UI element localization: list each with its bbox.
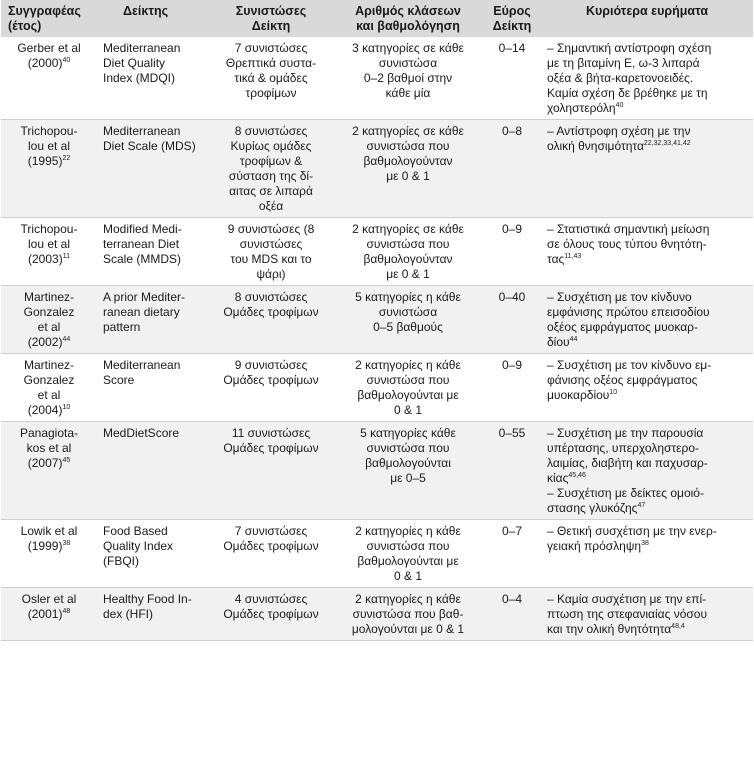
line-text: Καμία σχέση δε βρέθηκε με τη — [547, 86, 708, 100]
line-text: (2001) — [27, 607, 63, 621]
line-text: – Συσχέτιση με τον κίνδυνο εμ- — [547, 358, 712, 372]
line-text: Gerber et al — [17, 41, 81, 55]
line-text: και την ολική θνητότητα — [547, 622, 672, 636]
cell-author — [1, 37, 95, 120]
text-line — [547, 305, 749, 320]
table-row — [1, 588, 753, 641]
text-line — [547, 41, 749, 56]
text-line: pattern — [103, 320, 141, 334]
text-line — [7, 320, 91, 335]
text-line: βαθμολογούνται με — [357, 554, 459, 568]
text-line — [547, 335, 749, 350]
text-line — [547, 124, 749, 139]
line-text: – Συσχέτιση με δείκτες ομοιό- — [547, 486, 704, 500]
text-line: 5 κατηγορίες η κάθε — [355, 290, 461, 304]
text-line — [547, 607, 749, 622]
text-line: dex (HFI) — [103, 607, 154, 621]
text-line — [547, 320, 749, 335]
header-components — [209, 0, 333, 37]
line-text: Trichopou- — [20, 124, 78, 138]
line-text: et al — [37, 320, 61, 334]
reference-superscript: 10 — [609, 389, 618, 396]
line-text: μυοκαρδίου — [547, 388, 610, 402]
text-line: Ομάδες τροφίμων — [223, 373, 319, 387]
cell-classes — [333, 422, 483, 520]
line-text: (2007) — [27, 456, 63, 470]
text-line: με 0 & 1 — [386, 169, 430, 183]
line-text: κίας — [547, 471, 569, 485]
text-line: Scale (MMDS) — [103, 252, 182, 266]
text-line — [547, 524, 749, 539]
text-line: terranean Diet — [103, 237, 180, 251]
cell-author — [1, 588, 95, 641]
text-line: Index (MDQI) — [103, 71, 176, 85]
text-line: Food Based — [103, 524, 168, 538]
cell-classes — [333, 120, 483, 218]
header-author — [1, 0, 95, 37]
text-line: συνιστώσα — [378, 305, 438, 319]
text-line — [7, 124, 91, 139]
text-line: Modified Medi- — [103, 222, 182, 236]
line-text: (2000) — [27, 56, 63, 70]
cell-author — [1, 354, 95, 422]
table-header — [1, 0, 753, 37]
text-line — [547, 139, 749, 154]
header-line: Δείκτης — [123, 4, 169, 18]
line-text: Osler et al — [21, 592, 77, 606]
cell-range: 0–40 — [483, 286, 541, 354]
header-row — [1, 0, 753, 37]
text-line: συνιστώσα που — [366, 373, 450, 387]
finding-item — [547, 290, 749, 350]
reference-superscript: 47 — [637, 502, 646, 509]
cell-author — [1, 520, 95, 588]
cell-components — [209, 354, 333, 422]
text-line: Mediterranean — [103, 41, 181, 55]
text-line: συνιστώσα που — [366, 237, 450, 251]
text-line: βαθμολογούνται — [365, 456, 451, 470]
table-row — [1, 37, 753, 120]
finding-item — [547, 524, 749, 554]
text-line — [547, 101, 749, 116]
text-line — [547, 237, 749, 252]
text-line: 4 συνιστώσες — [234, 592, 308, 606]
line-text: Lowik et al — [20, 524, 78, 538]
cell-index — [95, 422, 209, 520]
text-line — [7, 456, 91, 471]
line-text: εμφάνισης πρώτου επεισοδίου — [547, 305, 710, 319]
text-line: 2 κατηγορίες σε κάθε — [352, 222, 464, 236]
text-line: Ομάδες τροφίμων — [223, 305, 319, 319]
header-index — [95, 0, 209, 37]
text-line — [7, 237, 91, 252]
cell-index — [95, 286, 209, 354]
text-line: συνιστώσα που βαθ- — [352, 607, 464, 621]
header-line: Δείκτη — [492, 19, 532, 33]
cell-components — [209, 588, 333, 641]
table-row — [1, 520, 753, 588]
text-line: με 0–5 — [390, 471, 426, 485]
text-line — [7, 358, 91, 373]
text-line: 2 κατηγορίες σε κάθε — [352, 124, 464, 138]
text-line — [547, 358, 749, 373]
text-line — [7, 41, 91, 56]
text-line: 7 συνιστώσες — [234, 41, 308, 55]
cell-index — [95, 120, 209, 218]
cell-findings — [541, 286, 753, 354]
text-line — [547, 501, 749, 516]
text-line: του MDS και το — [230, 252, 312, 266]
mediterranean-diet-index-table — [1, 0, 753, 641]
text-line: βαθμολογούνται με — [357, 388, 459, 402]
line-text: πτωση της στεφανιαίας νόσου — [547, 607, 708, 621]
finding-item — [547, 592, 749, 637]
cell-classes — [333, 520, 483, 588]
cell-components — [209, 120, 333, 218]
table-row — [1, 354, 753, 422]
reference-superscript: 10 — [62, 404, 71, 411]
text-line: συνιστώσα που — [366, 441, 450, 455]
text-line — [547, 539, 749, 554]
text-line — [547, 252, 749, 267]
text-line — [7, 388, 91, 403]
text-line: συνιστώσα που — [366, 139, 450, 153]
line-text: et al — [37, 388, 61, 402]
text-line: ranean dietary — [103, 305, 180, 319]
text-line — [7, 222, 91, 237]
cell-classes — [333, 286, 483, 354]
cell-range: 0–4 — [483, 588, 541, 641]
reference-superscript: 22,32,33,41,42 — [643, 140, 691, 147]
text-line — [7, 403, 91, 418]
reference-superscript: 45,46 — [568, 472, 586, 479]
cell-index — [95, 520, 209, 588]
text-line: βαθμολογούνταν — [363, 154, 453, 168]
text-line — [547, 441, 749, 456]
text-line — [7, 305, 91, 320]
text-line — [7, 335, 91, 350]
header-line: και βαθμολόγηση — [356, 19, 460, 33]
line-text: φάνισης οξέος εμφράγματος — [547, 373, 698, 387]
text-line — [7, 373, 91, 388]
line-text: οξέα & βήτα-καρετονοειδές. — [547, 71, 694, 85]
cell-range: 0–9 — [483, 354, 541, 422]
text-line — [7, 592, 91, 607]
line-text: (1995) — [27, 154, 63, 168]
text-line — [7, 539, 91, 554]
line-text: Gonzalez — [23, 305, 75, 319]
text-line — [7, 524, 91, 539]
text-line — [547, 373, 749, 388]
line-text: Panagiota- — [19, 426, 79, 440]
text-line: Mediterranean — [103, 358, 181, 372]
line-text: – Αντίστροφη σχέση με την — [547, 124, 691, 138]
text-line: σύσταση της δί- — [228, 169, 314, 183]
line-text: χοληστερόλη — [547, 101, 616, 115]
header-line: Κυριότερα ευρήματα — [585, 4, 709, 18]
line-text: Martinez- — [23, 290, 74, 304]
line-text: – Σημαντική αντίστροφη σχέση — [547, 41, 712, 55]
text-line — [7, 252, 91, 267]
text-line — [547, 456, 749, 471]
text-line: MedDietScore — [103, 426, 180, 440]
cell-range: 0–14 — [483, 37, 541, 120]
cell-index — [95, 37, 209, 120]
text-line: 8 συνιστώσες — [234, 290, 308, 304]
table-row — [1, 286, 753, 354]
line-text: – Θετική συσχέτιση με την ενερ- — [547, 524, 717, 538]
line-text: (1999) — [27, 539, 63, 553]
text-line: αιτας σε λιπαρά — [229, 184, 313, 198]
reference-superscript: 38 — [62, 540, 71, 547]
finding-item — [547, 486, 749, 516]
reference-superscript: 40 — [62, 57, 71, 64]
reference-superscript: 11,43 — [564, 253, 582, 260]
text-line: Diet Quality — [103, 56, 166, 70]
cell-components — [209, 520, 333, 588]
cell-components — [209, 422, 333, 520]
header-line: Αριθμός κλάσεων — [355, 4, 461, 18]
text-line: Ομάδες τροφίμων — [223, 441, 319, 455]
text-line: 0–2 βαθμοί στην — [363, 71, 453, 85]
text-line — [7, 139, 91, 154]
line-text: – Συσχέτιση με την παρουσία — [547, 426, 704, 440]
text-line: 11 συνιστώσες — [231, 426, 311, 440]
cell-findings — [541, 120, 753, 218]
text-line — [547, 290, 749, 305]
text-line — [547, 426, 749, 441]
text-line: 3 κατηγορίες σε κάθε — [352, 41, 464, 55]
text-line: 9 συνιστώσες — [234, 358, 308, 372]
text-line: τροφίμων & — [239, 154, 303, 168]
text-line: Diet Scale (MDS) — [103, 139, 196, 153]
text-line — [547, 592, 749, 607]
text-line: 7 συνιστώσες — [234, 524, 308, 538]
text-line — [7, 154, 91, 169]
finding-item — [547, 358, 749, 403]
text-line — [547, 622, 749, 637]
line-text: – Συσχέτιση με τον κίνδυνο — [547, 290, 692, 304]
reference-superscript: 48 — [62, 608, 71, 615]
text-line: 0–5 βαθμούς — [373, 320, 443, 334]
cell-index — [95, 588, 209, 641]
header-range — [483, 0, 541, 37]
reference-superscript: 40 — [615, 102, 624, 109]
text-line: 2 κατηγορίες η κάθε — [355, 592, 461, 606]
cell-range: 0–8 — [483, 120, 541, 218]
text-line: τικά & ομάδες — [234, 71, 308, 85]
reference-superscript: 48,4 — [671, 623, 685, 630]
line-text: (2003) — [28, 252, 63, 266]
text-line: Κυρίως ομάδες — [230, 139, 312, 153]
header-classes — [333, 0, 483, 37]
cell-findings — [541, 520, 753, 588]
line-text: – Καμία συσχέτιση με την επί- — [547, 592, 707, 606]
cell-range: 0–7 — [483, 520, 541, 588]
header-line: Δείκτη — [251, 19, 291, 33]
text-line: 0 & 1 — [393, 403, 423, 417]
text-line: 2 κατηγορίες η κάθε — [355, 524, 461, 538]
text-line: ψάρι) — [256, 267, 286, 281]
header-findings — [541, 0, 753, 37]
text-line: Score — [103, 373, 135, 387]
text-line: 2 κατηγορίες η κάθε — [355, 358, 461, 372]
header-line: Εύρος — [493, 4, 531, 18]
text-line: συνιστώσα — [378, 56, 438, 70]
reference-superscript: 38 — [641, 540, 649, 547]
reference-superscript: 22 — [62, 155, 71, 162]
cell-findings — [541, 218, 753, 286]
finding-item — [547, 124, 749, 154]
line-text: τας — [547, 252, 565, 266]
text-line — [7, 56, 91, 71]
text-line: A prior Mediter- — [103, 290, 186, 304]
text-line — [547, 388, 749, 403]
line-text: με τη βιταμίνη Ε, ω-3 λιπαρά — [547, 56, 700, 70]
reference-superscript: 44 — [62, 336, 71, 343]
text-line — [7, 290, 91, 305]
text-line: Θρεπτικά συστα- — [225, 56, 317, 70]
text-line — [547, 222, 749, 237]
text-line — [547, 56, 749, 71]
line-text: ολική θνησιμότητα — [547, 139, 644, 153]
text-line: 8 συνιστώσες — [234, 124, 308, 138]
cell-findings — [541, 422, 753, 520]
text-line — [547, 471, 749, 486]
text-line — [7, 441, 91, 456]
table-row — [1, 120, 753, 218]
text-line: 5 κατηγορίες κάθε — [360, 426, 456, 440]
text-line: Mediterranean — [103, 124, 181, 138]
line-text: Gonzalez — [23, 373, 75, 387]
line-text: σε όλους τους τύπου θνητότη- — [547, 237, 707, 251]
cell-classes — [333, 218, 483, 286]
text-line: συνιστώσες — [239, 237, 303, 251]
reference-superscript: 45 — [62, 457, 71, 464]
text-line: (FBQI) — [103, 554, 139, 568]
cell-classes — [333, 37, 483, 120]
text-line: Ομάδες τροφίμων — [223, 539, 319, 553]
line-text: (2002) — [27, 335, 63, 349]
text-line: κάθε μία — [385, 86, 431, 100]
cell-author — [1, 218, 95, 286]
text-line — [7, 426, 91, 441]
line-text: οξέος εμφράγματος μυοκαρ- — [547, 320, 698, 334]
line-text: Trichopou- — [20, 222, 78, 236]
text-line — [547, 486, 749, 501]
table-body — [1, 37, 753, 641]
line-text: kos et al — [26, 441, 72, 455]
text-line: τροφίμων — [245, 86, 297, 100]
text-line: μολογούνται με 0 & 1 — [351, 622, 465, 636]
line-text: λαιμίας, διαβήτη και παχυσαρ- — [547, 456, 708, 470]
cell-findings — [541, 37, 753, 120]
line-text: δίου — [547, 335, 570, 349]
line-text: στασης γλυκόζης — [547, 501, 638, 515]
finding-item — [547, 41, 749, 116]
cell-classes — [333, 588, 483, 641]
table-row — [1, 422, 753, 520]
text-line — [547, 71, 749, 86]
header-line: Συνιστώσες — [235, 4, 307, 18]
cell-findings — [541, 354, 753, 422]
line-text: (2004) — [27, 403, 63, 417]
text-line: 9 συνιστώσες (8 — [227, 222, 315, 236]
line-text: υπέρτασης, υπερχοληστερο- — [547, 441, 699, 455]
cell-findings — [541, 588, 753, 641]
cell-range: 0–55 — [483, 422, 541, 520]
text-line: οξέα — [258, 199, 284, 213]
line-text: lou et al — [27, 237, 71, 251]
cell-author — [1, 286, 95, 354]
text-line: 0 & 1 — [393, 569, 423, 583]
line-text: lou et al — [27, 139, 71, 153]
cell-author — [1, 422, 95, 520]
line-text: Martinez- — [23, 358, 74, 372]
cell-components — [209, 218, 333, 286]
header-line: (έτος) — [8, 19, 42, 33]
text-line: Healthy Food In- — [103, 592, 192, 606]
reference-superscript: 44 — [569, 336, 578, 343]
text-line: με 0 & 1 — [386, 267, 430, 281]
cell-index — [95, 354, 209, 422]
text-line: συνιστώσα που — [366, 539, 450, 553]
text-line: βαθμολογούνταν — [363, 252, 453, 266]
line-text: γειακή πρόσληψη — [547, 539, 642, 553]
finding-item — [547, 222, 749, 267]
text-line: Quality Index — [103, 539, 174, 553]
cell-components — [209, 37, 333, 120]
text-line — [7, 607, 91, 622]
text-line: Ομάδες τροφίμων — [223, 607, 319, 621]
finding-item — [547, 426, 749, 486]
line-text: – Στατιστικά σημαντική μείωση — [547, 222, 710, 236]
cell-classes — [333, 354, 483, 422]
cell-author — [1, 120, 95, 218]
reference-superscript: 11 — [62, 253, 70, 260]
text-line — [547, 86, 749, 101]
cell-index — [95, 218, 209, 286]
table-row — [1, 218, 753, 286]
cell-range: 0–9 — [483, 218, 541, 286]
header-line: Συγγραφέας — [8, 4, 81, 18]
cell-components — [209, 286, 333, 354]
